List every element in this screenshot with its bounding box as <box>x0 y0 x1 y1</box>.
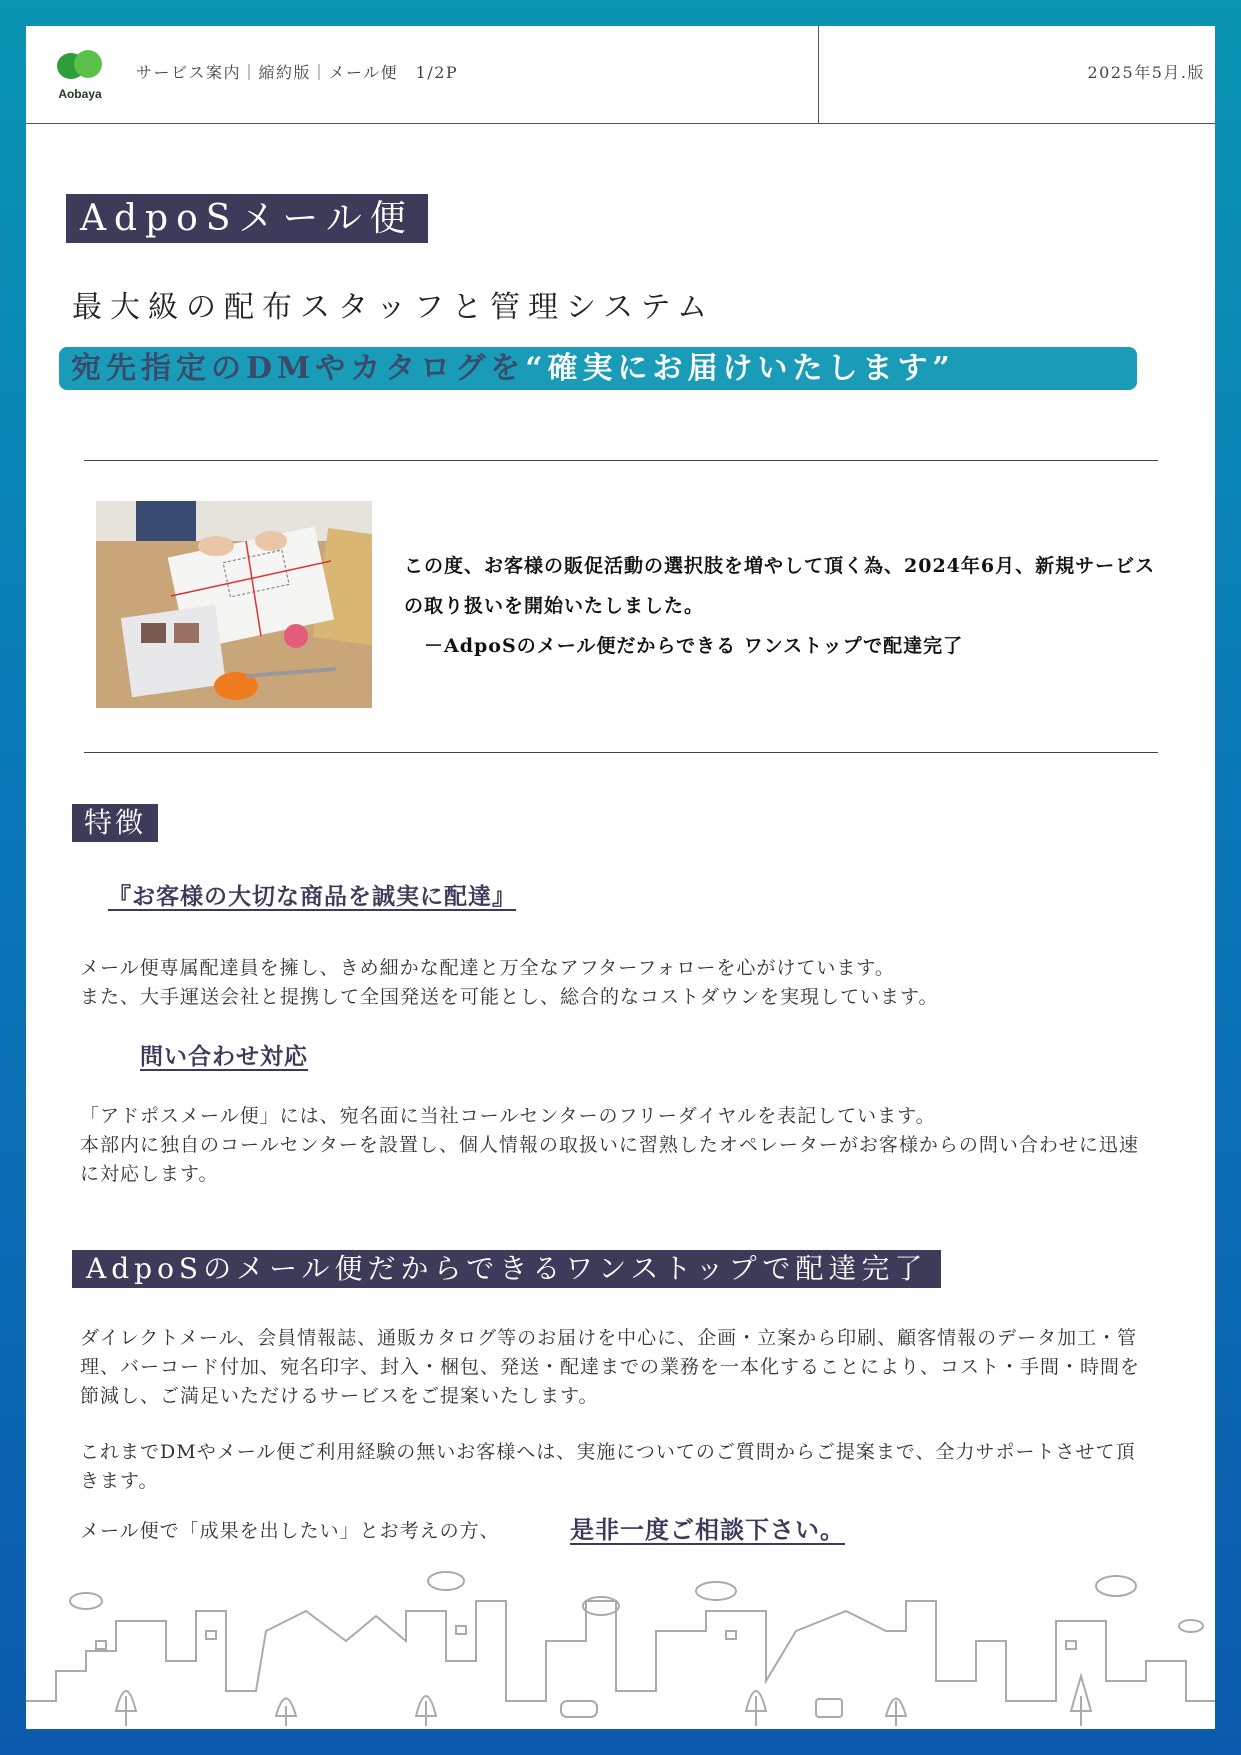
tagline-banner <box>59 347 1137 390</box>
intro-text <box>404 546 1174 666</box>
header-date: 2025年5月.版 <box>1087 63 1205 82</box>
divider-bottom <box>84 752 1158 753</box>
document-page <box>26 26 1215 1729</box>
feature-paragraph-inquiry <box>80 1102 1150 1189</box>
tagline-part1: 宛先指定のDMやカタログを <box>71 351 526 386</box>
onestop-tag: AdpoSのメール便だからできるワンストップで配達完了 <box>72 1250 941 1288</box>
onestop-paragraph-2: これまでDMやメール便ご利用経験の無いお客様へは、実施についてのご質問からご提案まで、全力サポートさせて頂きます。 <box>80 1441 1136 1492</box>
feature-paragraph-line: メール便専属配達員を擁し、きめ細かな配達と万全なアフターフォローを心がけています。 <box>80 957 895 979</box>
intro-line1: この度、お客様の販促活動の選択肢を増やして頂く為、2024年6月、新規サービスの取り扱いを開始いたしました。 <box>404 555 1156 617</box>
features-tag: 特徴 <box>72 804 158 842</box>
tagline-text <box>71 349 955 389</box>
feature-paragraph-line: 「アドポスメール便」には、宛名面に当社コールセンターのフリーダイヤルを表記しています。 <box>80 1105 936 1127</box>
header-divider <box>818 26 819 123</box>
subtitle: 最大級の配布スタッフと管理システム <box>72 290 715 325</box>
feature-paragraph-line: 本部内に独自のコールセンターを設置し、個人情報の取扱いに習熟したオペレーターがお客様からの問い合わせに迅速に対応します。 <box>80 1134 1139 1185</box>
feature-paragraph-line: また、大手運送会社と提携して全国発送を可能とし、総合的なコストダウンを実現しています。 <box>80 986 939 1008</box>
page-title: AdpoSメール便 <box>66 194 428 243</box>
feature-heading-inquiry: 問い合わせ対応 <box>140 1043 308 1070</box>
intro-line2: －AdpoSのメール便だからできる ワンストップで配達完了 <box>404 635 964 657</box>
closing-emphasis: 是非一度ご相談下さい。 <box>570 1515 845 1544</box>
closing-text: メール便で「成果を出したい」とお考えの方、 <box>80 1520 500 1542</box>
divider-top <box>84 460 1158 461</box>
header <box>26 26 1215 124</box>
tagline-part2: “確実にお届けいたします” <box>525 351 955 386</box>
townscape-illustration <box>26 1571 1215 1729</box>
header-title: サービス案内｜縮約版｜メール便 1/2P <box>136 63 459 82</box>
onestop-paragraph-1: ダイレクトメール、会員情報誌、通販カタログ等のお届けを中心に、企画・立案から印刷、顧客情報のデータ加工・管理、バーコード付加、宛名印字、封入・梱包、発送・配達までの業務を一本化することにより、コスト・手間・時間を節減し、ご満足いただけるサービスをご提案いたします。 <box>80 1327 1141 1407</box>
packing-photo <box>96 501 372 708</box>
aobaya-logo <box>54 44 106 102</box>
svg-text:Aobaya: Aobaya <box>58 87 102 101</box>
feature-paragraph-delivery <box>80 954 1150 1012</box>
feature-heading-delivery: 『お客様の大切な商品を誠実に配達』 <box>108 883 516 910</box>
